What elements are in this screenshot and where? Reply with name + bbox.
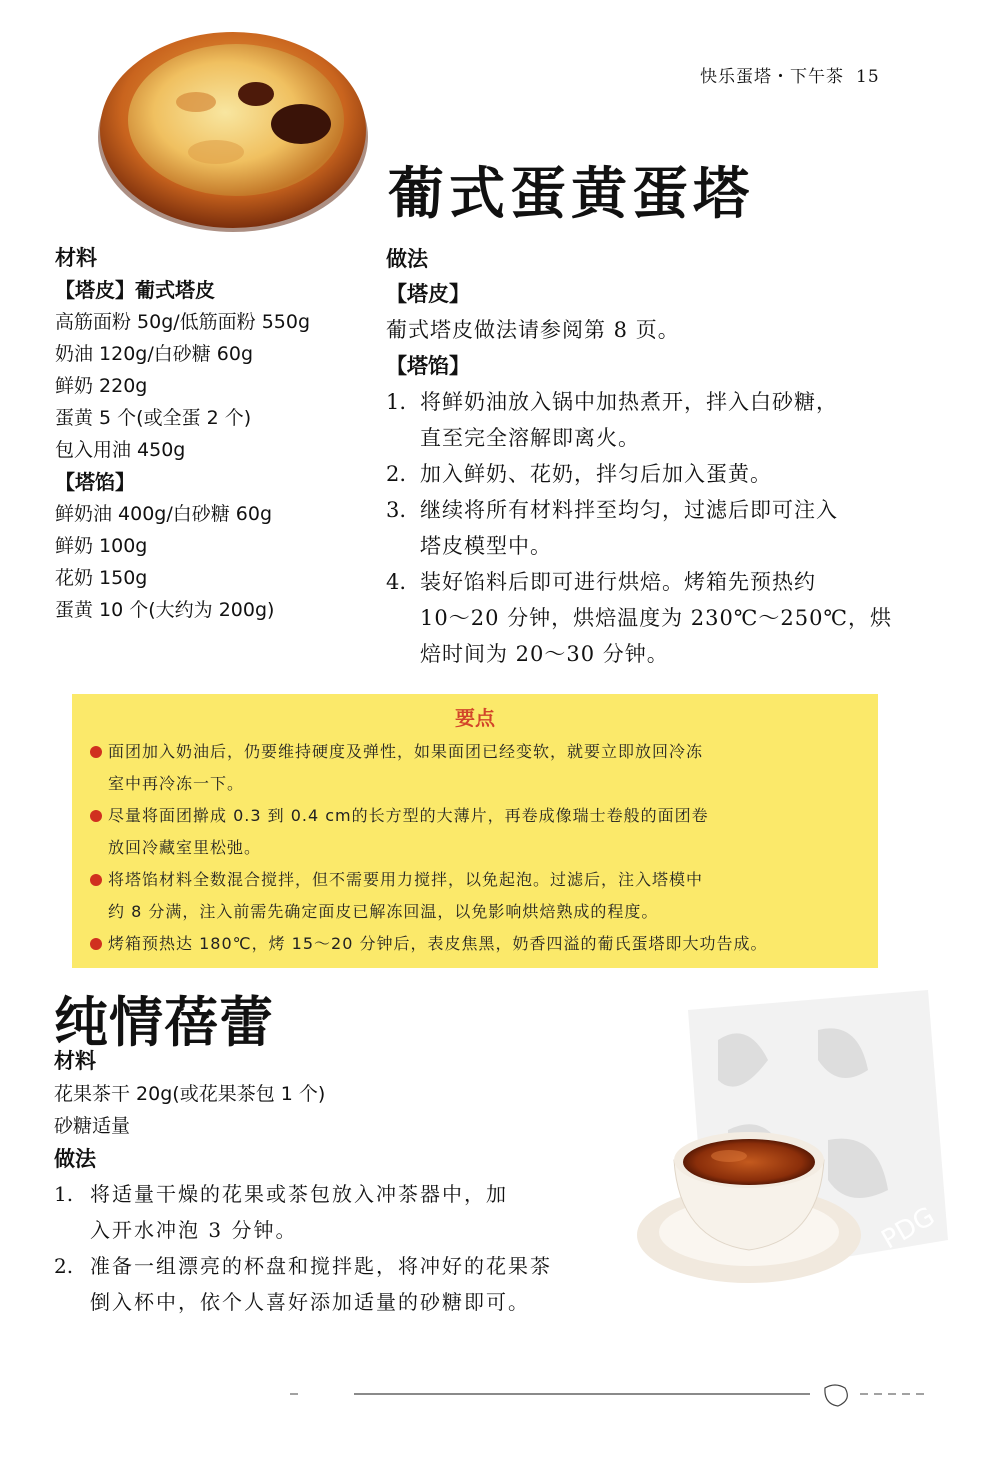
crust-item: 鲜奶 220g: [55, 375, 148, 397]
tip-text: 面团加入奶油后，仍要维持硬度及弹性，如果面团已经变软，就要立即放回冷冻: [108, 742, 704, 761]
method-filling-label: 【塔馅】: [386, 354, 470, 378]
step-text: 倒入杯中，依个人喜好添加适量的砂糖即可。: [90, 1290, 530, 1314]
step-text: 入开水冲泡 3 分钟。: [90, 1218, 298, 1242]
tip-item: [90, 864, 860, 928]
method-step: [386, 564, 906, 672]
filling-item: 鲜奶油 400g/白砂糖 60g: [55, 503, 273, 525]
step-number: 2.: [54, 1254, 74, 1278]
bullet-icon: [90, 938, 102, 950]
tip-item: [90, 928, 860, 960]
tip-item: [90, 800, 860, 864]
step-text: 加入鲜奶、花奶，拌匀后加入蛋黄。: [420, 462, 772, 486]
step-text: 装好馅料后即可进行烘焙。烤箱先预热约: [420, 570, 816, 594]
method-crust-text: 葡式塔皮做法请参阅第 8 页。: [386, 318, 680, 342]
tip-text: 室中再冷冻一下。: [108, 774, 245, 793]
step-number: 3.: [386, 498, 407, 522]
tip-text: 约 8 分满，注入前需先确定面皮已解冻回温，以免影响烘焙熟成的程度。: [108, 902, 659, 921]
crust-item: 高筋面粉 50g/低筋面粉 550g: [55, 311, 311, 333]
step-text: 直至完全溶解即离火。: [420, 426, 640, 450]
step-text: 将适量干燥的花果或茶包放入冲茶器中，加: [90, 1182, 508, 1206]
tip-text: 烤箱预热达 180℃，烤 15～20 分钟后，表皮焦黑，奶香四溢的葡氏蛋塔即大功告成。: [108, 934, 768, 953]
tip-text: 将塔馅材料全数混合搅拌，但不需要用力搅拌，以免起泡。过滤后，注入塔模中: [108, 870, 704, 889]
running-header: [700, 62, 880, 87]
tip-text: 放回冷藏室里松弛。: [108, 838, 262, 857]
recipe2-material-item: 花果茶干 20g(或花果茶包 1 个): [54, 1083, 326, 1105]
method-heading: 做法: [386, 247, 428, 271]
recipe2-materials-heading: 材料: [54, 1049, 96, 1073]
materials-heading: 材料: [55, 246, 97, 270]
footer-ornament: [290, 1380, 930, 1410]
step-text: 塔皮模型中。: [420, 534, 552, 558]
step-number: 1.: [386, 390, 407, 414]
recipe2-step: [54, 1176, 614, 1248]
method-step: [386, 456, 906, 492]
recipe2-title: 纯情蓓蕾: [54, 990, 274, 1054]
step-text: 焙时间为 20～30 分钟。: [420, 642, 669, 666]
step-text: 准备一组漂亮的杯盘和搅拌匙，将冲好的花果茶: [90, 1254, 552, 1278]
crust-item: 包入用油 450g: [55, 439, 186, 461]
method-step: [386, 384, 906, 456]
tip-text: 尽量将面团擀成 0.3 到 0.4 cm的长方型的大薄片，再卷成像瑞士卷般的面团卷: [108, 806, 709, 825]
recipe2-body: [54, 1044, 614, 1320]
method-crust-label: 【塔皮】: [386, 282, 470, 306]
recipe2-step: [54, 1248, 614, 1320]
recipe1-method: [386, 242, 906, 672]
filling-item: 鲜奶 100g: [55, 535, 148, 557]
watermark-text: PDG: [876, 1201, 941, 1256]
bullet-icon: [90, 874, 102, 886]
filling-item: 花奶 150g: [55, 567, 148, 589]
tips-box: [72, 694, 878, 968]
recipe2-material-item: 砂糖适量: [54, 1115, 131, 1137]
filling-item: 蛋黄 10 个(大约为 200g): [55, 599, 275, 621]
recipe1-materials: [55, 242, 375, 626]
crust-item: 奶油 120g/白砂糖 60g: [55, 343, 254, 365]
step-number: 4.: [386, 570, 407, 594]
egg-tart-photo: [96, 22, 370, 238]
step-number: 2.: [386, 462, 407, 486]
method-step: [386, 492, 906, 564]
tea-cup-photo: [634, 1100, 864, 1290]
step-text: 10～20 分钟，烘焙温度为 230℃～250℃，烘: [420, 606, 892, 630]
step-text: 继续将所有材料拌至均匀，过滤后即可注入: [420, 498, 838, 522]
recipe1-title: 葡式蛋黄蛋塔: [388, 161, 754, 227]
filling-label: 【塔馅】: [55, 470, 135, 494]
book-section-title: 快乐蛋塔・下午茶: [700, 67, 844, 87]
crust-label: 【塔皮】葡式塔皮: [55, 278, 215, 302]
step-number: 1.: [54, 1182, 74, 1206]
step-text: 将鲜奶油放入锅中加热煮开，拌入白砂糖，: [420, 390, 838, 414]
page-number: 15: [856, 67, 880, 87]
bullet-icon: [90, 746, 102, 758]
tip-item: [90, 736, 860, 800]
crust-item: 蛋黄 5 个(或全蛋 2 个): [55, 407, 252, 429]
tips-title: 要点: [455, 706, 495, 730]
recipe2-method-heading: 做法: [54, 1147, 96, 1171]
bullet-icon: [90, 810, 102, 822]
